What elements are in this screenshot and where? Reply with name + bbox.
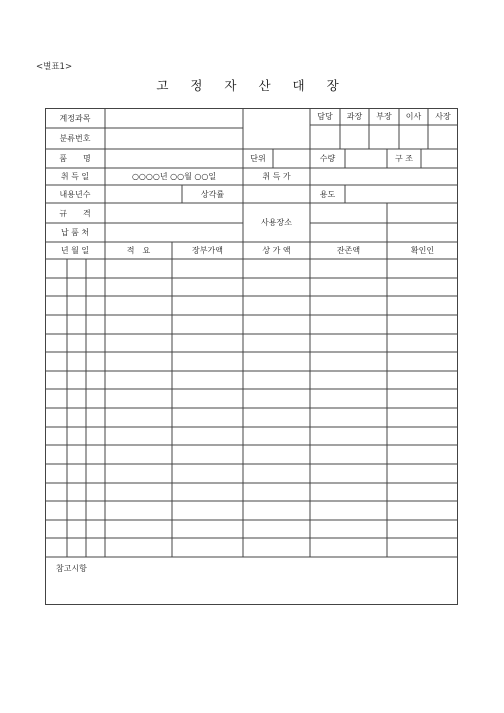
approval-section-chief-label: 과장 xyxy=(346,112,363,121)
specification-label: 규 격 xyxy=(59,208,91,218)
supplier-label: 납 품 처 xyxy=(60,228,90,237)
acquisition-date-label: 취 득 일 xyxy=(60,172,90,181)
approval-director-label: 이사 xyxy=(405,112,422,121)
item-name-label: 품 명 xyxy=(59,154,91,163)
category-number-label: 분류번호 xyxy=(59,134,91,143)
unit-label: 단위 xyxy=(250,154,266,163)
structure-label: 구 조 xyxy=(395,154,413,163)
useful-life-label: 내용년수 xyxy=(59,189,91,199)
ledger-header-confirmation: 확인인 xyxy=(410,246,435,255)
fixed-asset-ledger-form xyxy=(45,108,458,605)
account-subject-label: 계정과목 xyxy=(59,113,91,123)
location-of-use-label: 사용장소 xyxy=(261,218,292,227)
acquisition-price-label: 취 득 가 xyxy=(262,172,291,181)
approval-manager-label: 부장 xyxy=(376,112,392,121)
ledger-header-description: 적 요 xyxy=(126,246,151,255)
ledger-header-book-value: 장부가액 xyxy=(192,246,223,255)
depreciation-rate-label: 상각률 xyxy=(200,189,225,199)
remarks-label: 참고시항 xyxy=(56,564,87,573)
acquisition-date-template: ○○○○년 ○○월 ○○일 xyxy=(131,172,217,181)
approval-staff-label: 담당 xyxy=(317,112,333,121)
attachment-label: <별표1> xyxy=(36,62,73,72)
usage-label: 용도 xyxy=(319,189,336,199)
ledger-header-date: 년 월 일 xyxy=(60,246,90,255)
ledger-header-depreciation-amount: 상 가 액 xyxy=(262,246,291,255)
ledger-header-remaining-value: 잔존액 xyxy=(336,246,361,255)
page-title: 고 정 자 산 대 장 xyxy=(156,78,348,93)
quantity-label: 수량 xyxy=(319,154,336,163)
approval-president-label: 사장 xyxy=(435,112,451,121)
